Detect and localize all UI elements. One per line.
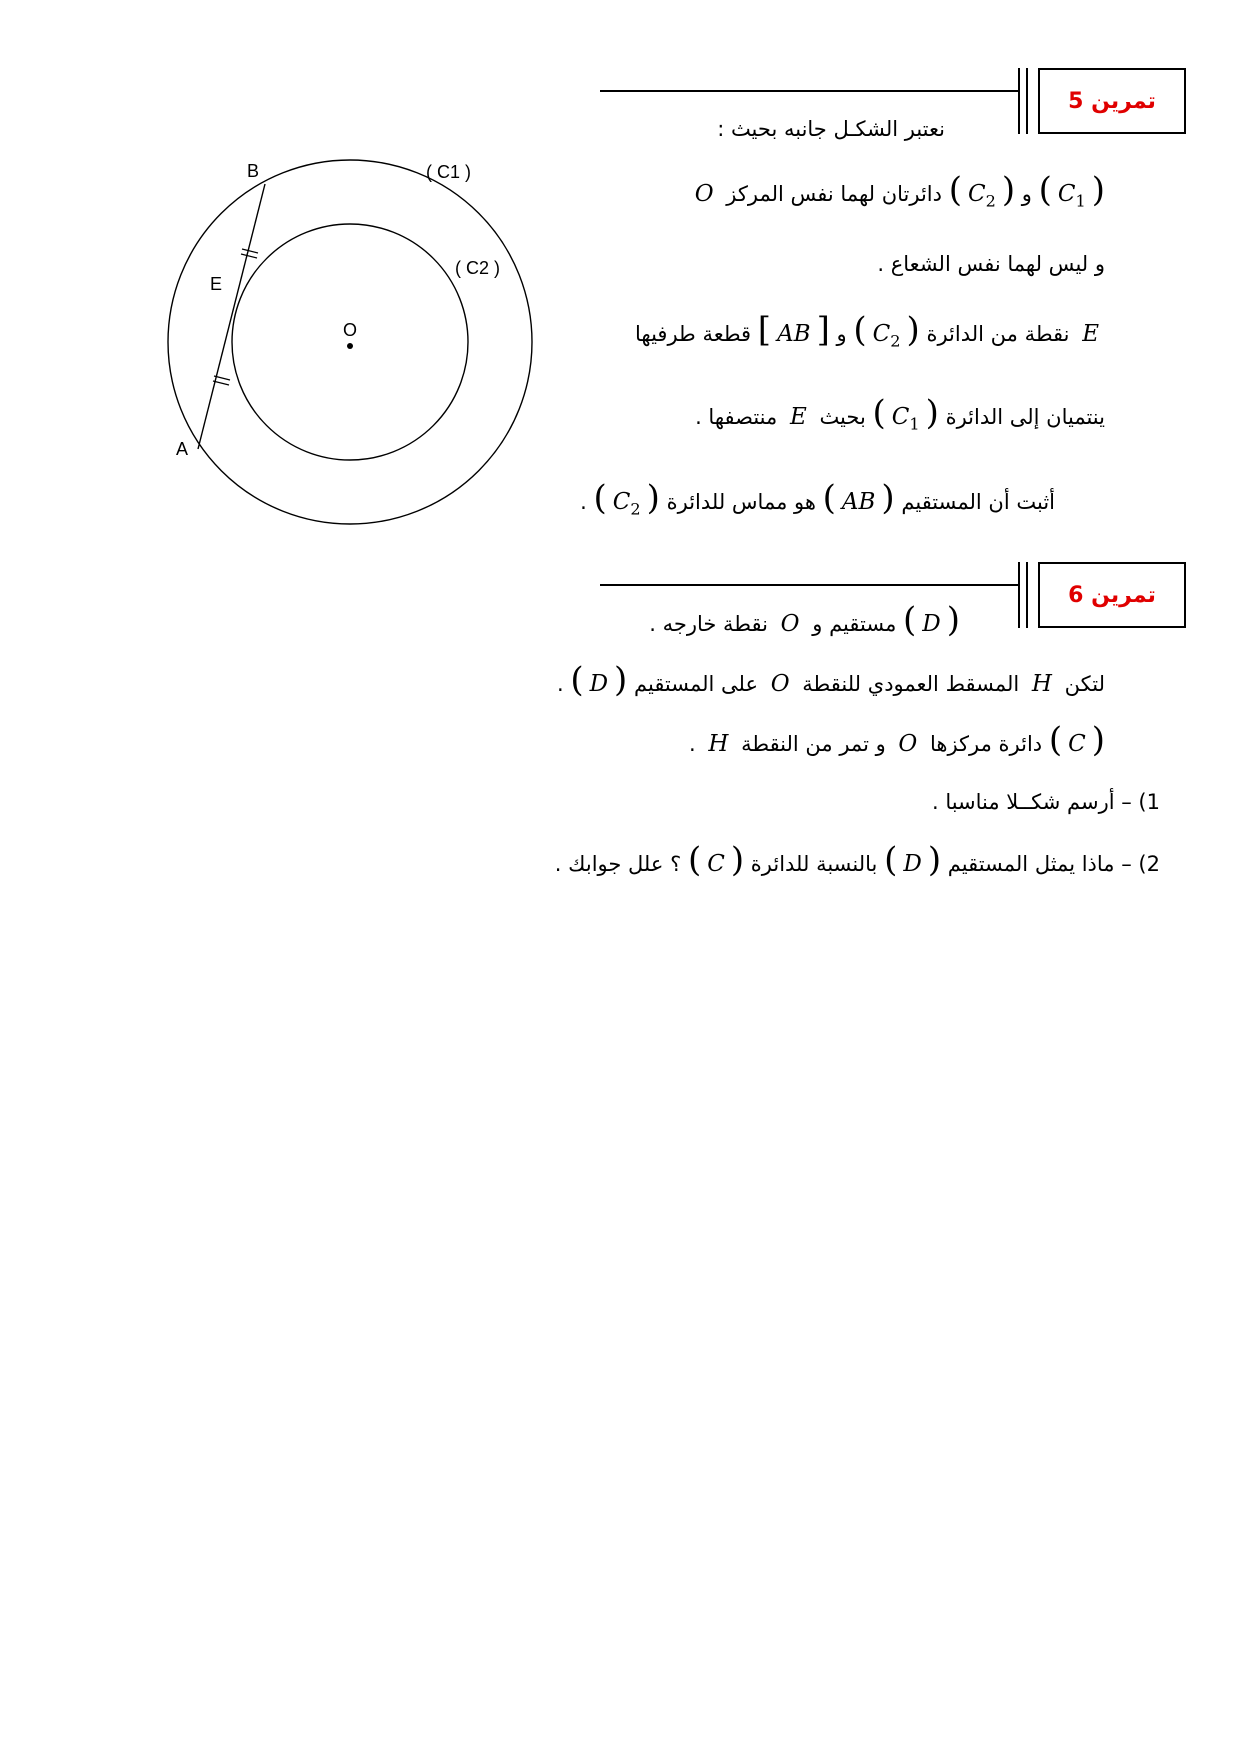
label-a: A xyxy=(176,439,189,459)
exercise5-line4: ينتميان إلى الدائرة $(C_1)$ بحيث E منتصفها . xyxy=(695,393,1105,434)
exercise6-separator-bar-2 xyxy=(1026,562,1028,628)
tick-marks-eb xyxy=(241,249,258,258)
exercise5-line1: $(C_1)$ و $(C_2)$ دائرتان لهما نفس المركز O xyxy=(694,170,1105,211)
exercise6-title: تمرين 6 xyxy=(1068,582,1156,608)
exercise6-line2: لتكن H المسقط العمودي للنقطة O على المستقيم (D) . xyxy=(556,660,1105,700)
exercise5-line2: و ليس لهما نفس الشعاع . xyxy=(877,252,1105,276)
exercise5-separator-bar-2 xyxy=(1026,68,1028,134)
exercise5-title: تمرين 5 xyxy=(1068,88,1156,114)
exercise6-question2: 2) – ماذا يمثل المستقيم (D) بالنسبة للدائرة (C) ؟ علل جوابك . xyxy=(554,840,1160,880)
exercise5-intro: نعتبر الشكـل جانبه بحيث : xyxy=(717,117,945,141)
circle-c2 xyxy=(232,224,468,460)
center-point-o xyxy=(347,343,353,349)
label-b: B xyxy=(247,161,260,181)
exercise6-line1: (D) مستقيم و O نقطة خارجه . xyxy=(649,600,960,640)
label-c1: ( C1 ) xyxy=(426,162,471,182)
exercise5-line3: E نقطة من الدائرة $(C_2)$ و [AB] قطعة طرفيها xyxy=(635,310,1099,351)
exercise6-line3: (C) دائرة مركزها O و تمر من النقطة H . xyxy=(688,720,1105,760)
exercise6-question1: 1) – أرسم شكــلا مناسبا . xyxy=(931,790,1160,814)
label-e: E xyxy=(210,274,223,294)
exercise6-rule xyxy=(600,584,1018,586)
exercise6-separator-bar xyxy=(1018,562,1020,628)
geometry-figure xyxy=(90,140,650,540)
exercise6-title-box xyxy=(1038,562,1186,628)
exercise5-title-box xyxy=(1038,68,1186,134)
exercise5-rule xyxy=(600,90,1018,92)
exercise5-separator-bar xyxy=(1018,68,1020,134)
exercise5-line5: أثبت أن المستقيم (AB) هو مماس للدائرة $(C_2)$ . xyxy=(580,478,1055,519)
segment-ab xyxy=(198,184,265,449)
circle-c1 xyxy=(168,160,532,524)
label-c2: ( C2 ) xyxy=(455,258,500,278)
label-o: O xyxy=(343,320,358,340)
